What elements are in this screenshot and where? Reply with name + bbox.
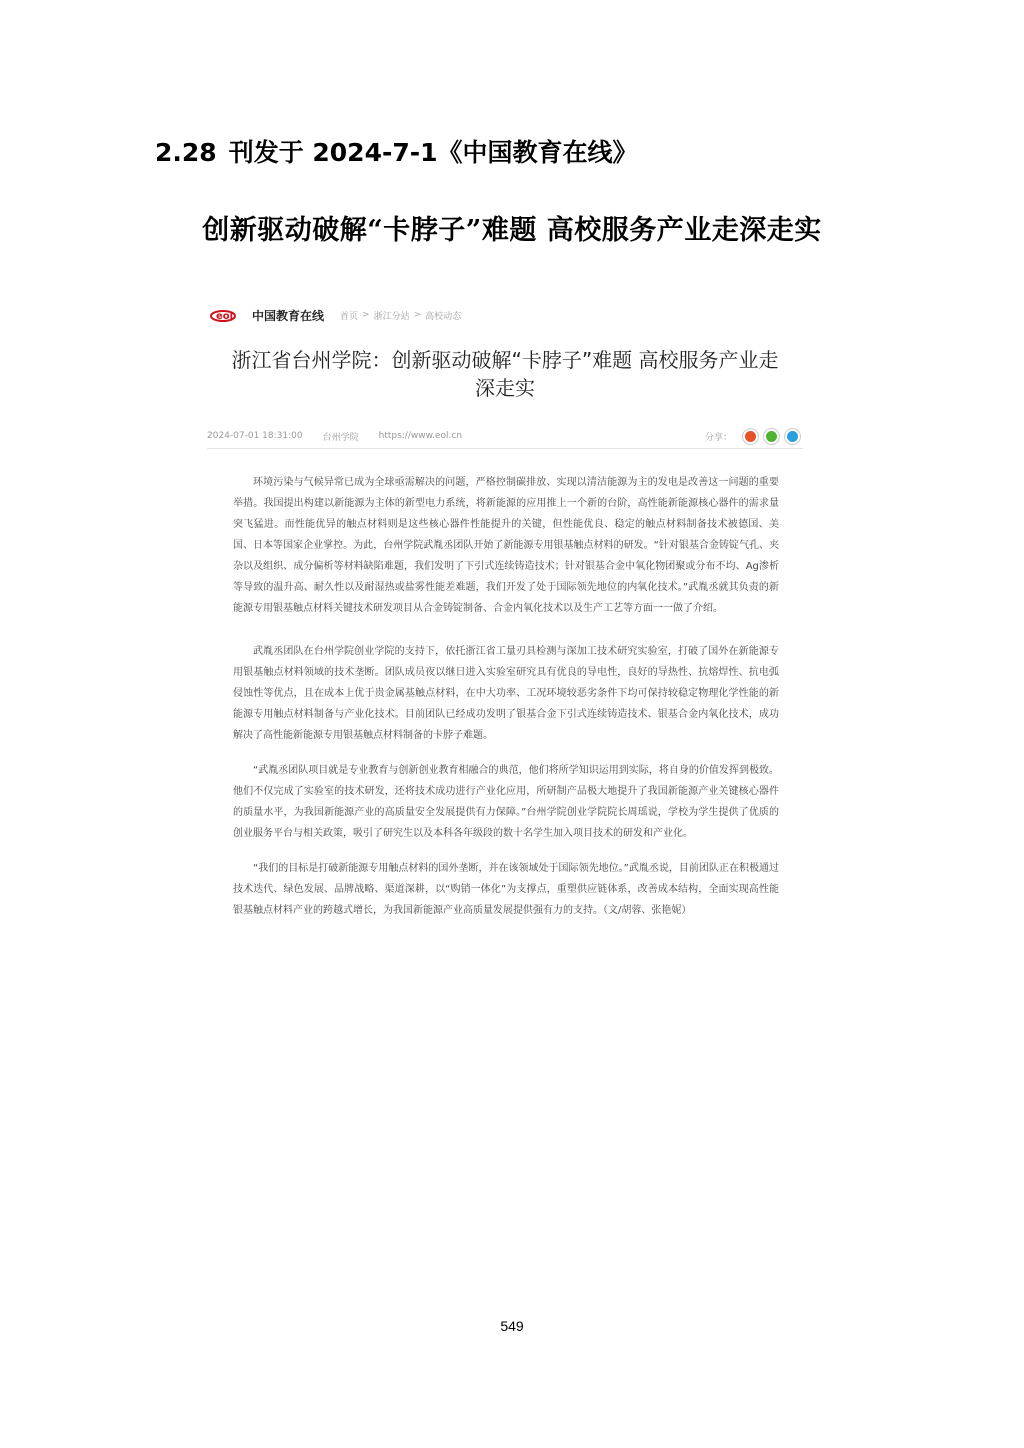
article-title: 浙江省台州学院：创新驱动破解“卡脖子”难题 高校服务产业走深走实 bbox=[231, 348, 779, 400]
document-title: 创新驱动破解“卡脖子”难题 高校服务产业走深走实 bbox=[202, 215, 822, 246]
qq-icon[interactable] bbox=[784, 428, 801, 445]
section-heading bbox=[155, 133, 638, 169]
share-bar bbox=[705, 426, 801, 446]
meta-divider bbox=[207, 448, 803, 449]
weibo-icon[interactable] bbox=[742, 428, 759, 445]
article-paragraph: 环境污染与气候异常已成为全球亟需解决的问题，严格控制碳排放、实现以清洁能源为主的发电是改善这一问题的重要举措。我国提出构建以新能源为主体的新型电力系统，将新能源的应用推上一个新的台阶，高性能新能源核心器件的需求量突飞猛进。而性能优异的触点材料则是这些核心器件性能提升的关键，但性能优良、稳定的触点材料制备技术被德国、美国、日本等国家企业掌控。为此，台州学院武胤丞团队开始了新能源专用银基触点材料的研发。“针对银基合金铸锭气孔、夹杂以及组织、成分偏析等材料缺陷难题，我们发明了下引式连续铸造技术；针对银基合金中氧化物团聚或分布不均、Ag渗析等导致的温升高、耐久性以及耐湿热或盐雾性能差难题，我们开发了处于国际领先地位的内氧化技术。”武胤丞就其负责的新能源专用银基触点材料关键技术研发项目从合金铸锭制备、合金内氧化技术以及生产工艺等方面一一做了介绍。 bbox=[233, 477, 779, 614]
article-screenshot bbox=[205, 296, 805, 1016]
site-header bbox=[210, 304, 461, 326]
article-paragraph: “我们的目标是打破新能源专用触点材料的国外垄断，并在该领域处于国际领先地位。”武胤丞说，目前团队正在积极通过技术迭代、绿色发展、品牌战略、渠道深耕，以“购销一体化”为支撑点，重塑供应链体系，改善成本结构，全面实现高性能银基触点材料产业的跨越式增长，为我国新能源产业高质量发展提供强有力的支持。（文/胡蓉、张艳妮） bbox=[233, 863, 779, 916]
page-number: 549 bbox=[500, 1318, 524, 1334]
eol-logo-icon[interactable] bbox=[210, 306, 248, 324]
share-label: 分享： bbox=[704, 432, 732, 443]
article-date: 2024-07-01 18:31:00 bbox=[207, 431, 303, 441]
breadcrumb-separator: > bbox=[413, 310, 422, 320]
article-body bbox=[233, 472, 779, 935]
article-source: 台州学院 bbox=[322, 432, 359, 443]
section-number: 2.28 bbox=[155, 138, 217, 167]
article-paragraph: “武胤丞团队项目就是专业教育与创新创业教育相融合的典范，他们将所学知识运用到实际，将自身的价值发挥到极致。他们不仅完成了实验室的技术研发，还将技术成功进行产业化应用，所研制产品极大地提升了我国新能源产业关键核心器件的质量水平，为我国新能源产业的高质量安全发展提供有力保障。”台州学院创业学院院长周瑶说，学校为学生提供了优质的创业服务平台与相关政策，吸引了研究生以及本科各年级段的数十名学生加入项目技术的研发和产业化。 bbox=[233, 765, 779, 839]
article-paragraph: 武胤丞团队在台州学院创业学院的支持下，依托浙江省工量刃具检测与深加工技术研究实验室，打破了国外在新能源专用银基触点材料领域的技术垄断。团队成员夜以继日进入实验室研究具有优良的导电性，良好的导热性、抗熔焊性、抗电弧侵蚀性等优点，且在成本上优于贵金属基触点材料，在中大功率、工况环境较恶劣条件下均可保持较稳定物理化学性能的新能源专用触点材料制备与产业化技术。目前团队已经成功发明了银基合金下引式连续铸造技术、银基合金内氧化技术，成功解决了高性能新能源专用银基触点材料制备的卡脖子难题。 bbox=[233, 646, 779, 741]
breadcrumb bbox=[340, 309, 461, 322]
svg-text:eol: eol bbox=[216, 311, 234, 322]
breadcrumb-home[interactable]: 首页 bbox=[340, 311, 359, 322]
site-name[interactable]: 中国教育在线 bbox=[252, 308, 325, 323]
article-url[interactable]: https://www.eol.cn bbox=[378, 431, 463, 441]
breadcrumb-zhejiang[interactable]: 浙江分站 bbox=[373, 311, 410, 322]
section-heading-text: 刊发于 2024-7-1《中国教育在线》 bbox=[228, 138, 638, 167]
breadcrumb-separator: > bbox=[362, 310, 370, 320]
breadcrumb-news[interactable]: 高校动态 bbox=[425, 311, 462, 322]
article-meta bbox=[207, 426, 803, 446]
wechat-icon[interactable] bbox=[763, 428, 780, 445]
